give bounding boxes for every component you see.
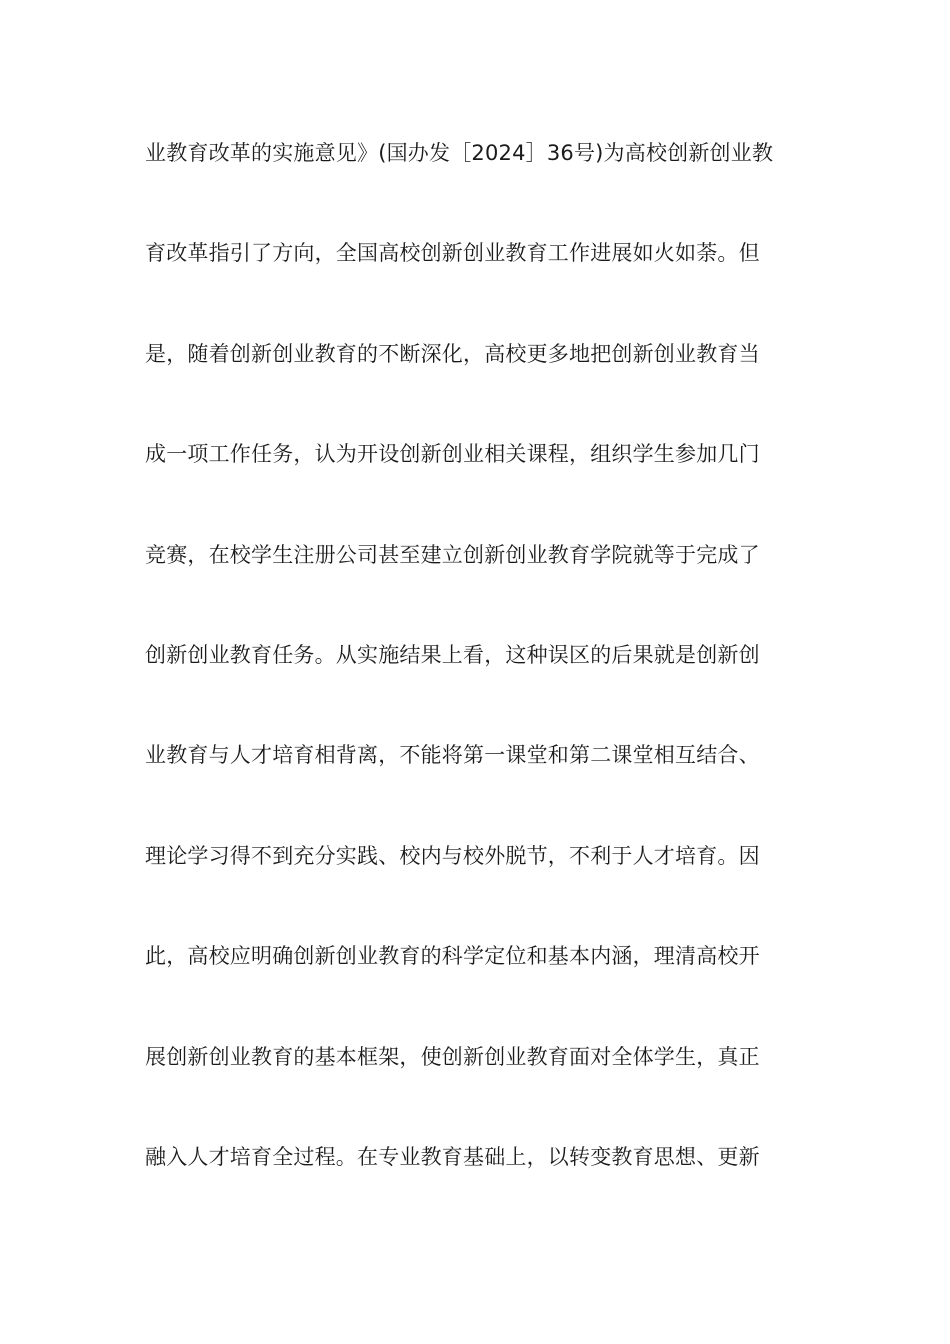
text-line-5: 竞赛，在校学生注册公司甚至建立创新创业教育学院就等于完成了 xyxy=(145,542,760,567)
text-line-11: 融入人才培育全过程。在专业教育基础上，以转变教育思想、更新 xyxy=(145,1144,760,1169)
text-line-6: 创新创业教育任务。从实施结果上看，这种误区的后果就是创新创 xyxy=(145,642,760,667)
text-line-4: 成一项工作任务，认为开设创新创业相关课程，组织学生参加几门 xyxy=(145,442,760,467)
text-line-7: 业教育与人才培育相背离，不能将第一课堂和第二课堂相互结合、 xyxy=(145,743,760,768)
text-line-1: 业教育改革的实施意见》(国办发［2024］36号)为高校创新创业教 xyxy=(145,141,774,165)
text-line-10: 展创新创业教育的基本框架，使创新创业教育面对全体学生，真正 xyxy=(145,1044,760,1069)
text-line-3: 是，随着创新创业教育的不断深化，高校更多地把创新创业教育当 xyxy=(145,341,760,366)
body-paragraph xyxy=(145,130,815,1234)
text-line-9: 此，高校应明确创新创业教育的科学定位和基本内涵，理清高校开 xyxy=(145,944,760,969)
text-line-8: 理论学习得不到充分实践、校内与校外脱节，不利于人才培育。因 xyxy=(145,843,760,868)
text-line-2: 育改革指引了方向，全国高校创新创业教育工作进展如火如荼。但 xyxy=(145,241,760,266)
